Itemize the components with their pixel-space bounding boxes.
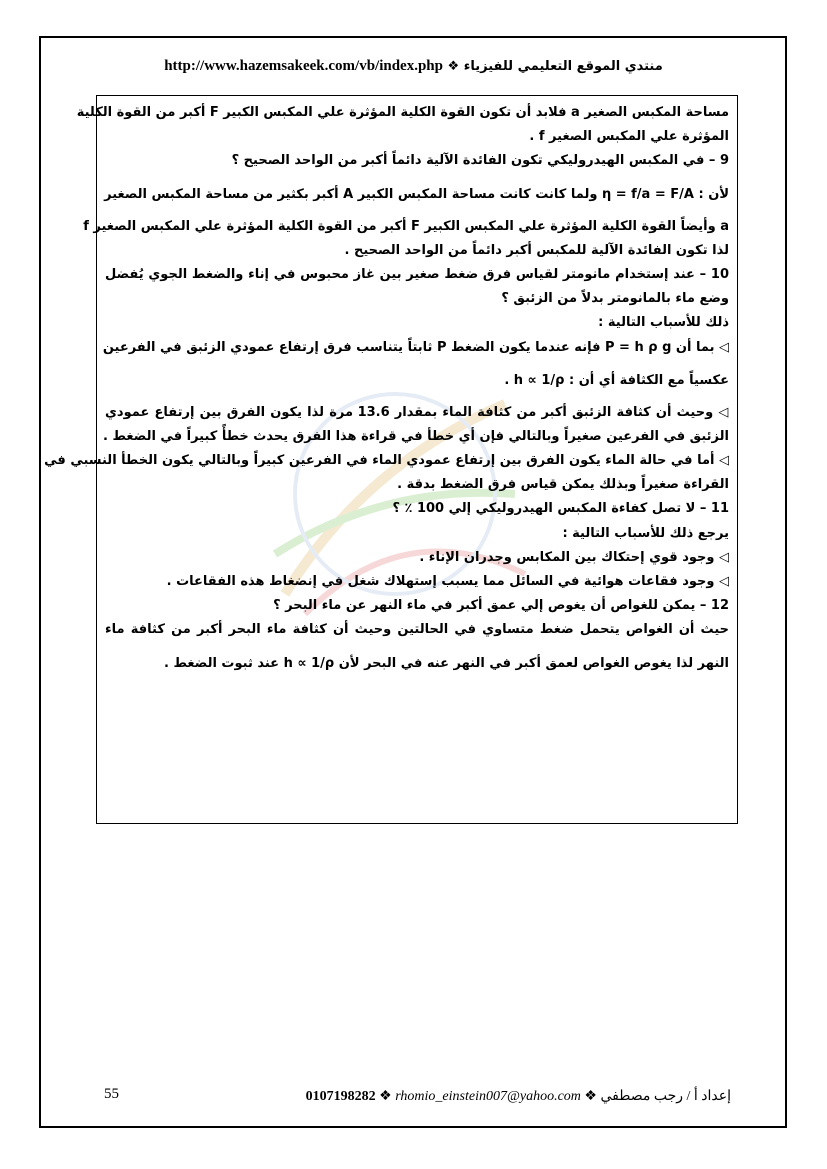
- email-address[interactable]: rhomio_einstein007@yahoo.com: [395, 1089, 581, 1104]
- author-credit: إعداد أ / رجب مصطفي ❖: [584, 1089, 731, 1104]
- question-11: 11 – لا تصل كفاءة المكبس الهيدروليكي إلي 100 ٪ ؟: [392, 501, 729, 517]
- text-line: مساحة المكبس الصغير a فلابد أن تكون القوة الكلية المؤثرة علي المكبس الكبير F أكبر من القوة الكلية: [76, 105, 729, 120]
- text-line: a وأيضاً القوة الكلية المؤثرة علي المكبس الكبير F أكبر من القوة الكلية المؤثرة علي المكبس الصغير f: [83, 218, 729, 234]
- bullet-item: ◁ وجود قوي إحتكاك بين المكابس وجدران الإناء .: [419, 549, 729, 565]
- body-text: [44, 101, 729, 684]
- text-line: المؤثرة علي المكبس الصغير f .: [529, 129, 729, 145]
- site-name: منتدي الموقع التعليمي للفيزياء ❖: [447, 59, 663, 74]
- question-10: 10 – عند إستخدام مانومتر لقياس فرق ضغط صغير بين غاز محبوس في إناء والضغط الجوي يُفضل: [105, 266, 729, 282]
- bullet-item: ◁ أما في حالة الماء يكون الفرق بين إرتفاع عمودي الماء في الفرعين كبيراً وبالتالي يكون الخطأ النسبي في: [44, 453, 729, 469]
- site-url[interactable]: http://www.hazemsakeek.com/vb/index.php: [164, 58, 443, 74]
- phone-number: 0107198282: [305, 1089, 376, 1104]
- text-line: القراءة صغيراً وبذلك يمكن قياس فرق الضغط بدقة .: [397, 477, 729, 493]
- text-line: عكسياً مع الكثافة أي أن : h ∝ 1/ρ .: [504, 372, 729, 388]
- content-box: [44, 95, 738, 824]
- footer-credit: [306, 1088, 731, 1105]
- question-12: 12 – يمكن للغواص أن يغوص إلي عمق أكبر في ماء النهر عن ماء البحر ؟: [273, 598, 729, 614]
- text-line: ذلك للأسباب التالية :: [598, 315, 729, 331]
- separator-icon: ❖: [379, 1089, 392, 1104]
- text-line: حيث أن الغواص يتحمل ضغط متساوي في الحالتين وحيث أن كثافة ماء البحر أكبر من كثافة ماء: [105, 622, 729, 638]
- bullet-item: ◁ وجود فقاعات هوائية في السائل مما يسبب إستهلاك شغل في إنضغاط هذه الفقاعات .: [166, 574, 729, 589]
- bullet-item: ◁ وحيث أن كثافة الزئبق أكبر من كثافة الماء بمقدار 13.6 مرة لذا يكون الفرق بين إرتفاع عمودي: [105, 404, 729, 420]
- text-line: الزئبق في الفرعين صغيراً وبالتالي فإن أي خطأ في قراءة هذا الفرق يحدث خطأً كبيراً في الضغط .: [103, 428, 729, 444]
- page-footer: [96, 1086, 731, 1110]
- page-header: [60, 58, 767, 80]
- page-number: 55: [104, 1086, 119, 1102]
- text-line: وضع ماء بالمانومتر بدلاً من الزئبق ؟: [501, 291, 729, 307]
- question-9: 9 – في المكبس الهيدروليكي تكون الفائدة الآلية دائماً أكبر من الواحد الصحيح ؟: [231, 153, 729, 169]
- text-line: يرجع ذلك للأسباب التالية :: [562, 525, 729, 541]
- text-line: لذا تكون الفائدة الآلية للمكبس أكبر دائماً من الواحد الصحيح .: [344, 242, 729, 258]
- bullet-item: ◁ بما أن P = h ρ g فإنه عندما يكون الضغط P ثابتاً يتناسب فرق إرتفاع عمودي الزئبق في الفرعين: [102, 339, 729, 355]
- text-line: لأن : η = f/a = F/A ولما كانت كانت مساحة المكبس الكبير A أكبر بكثير من مساحة المكبس الصغير: [104, 186, 729, 202]
- text-line: النهر لذا يغوص الغواص لعمق أكبر في النهر عنه في البحر لأن h ∝ 1/ρ عند ثبوت الضغط .: [164, 655, 729, 671]
